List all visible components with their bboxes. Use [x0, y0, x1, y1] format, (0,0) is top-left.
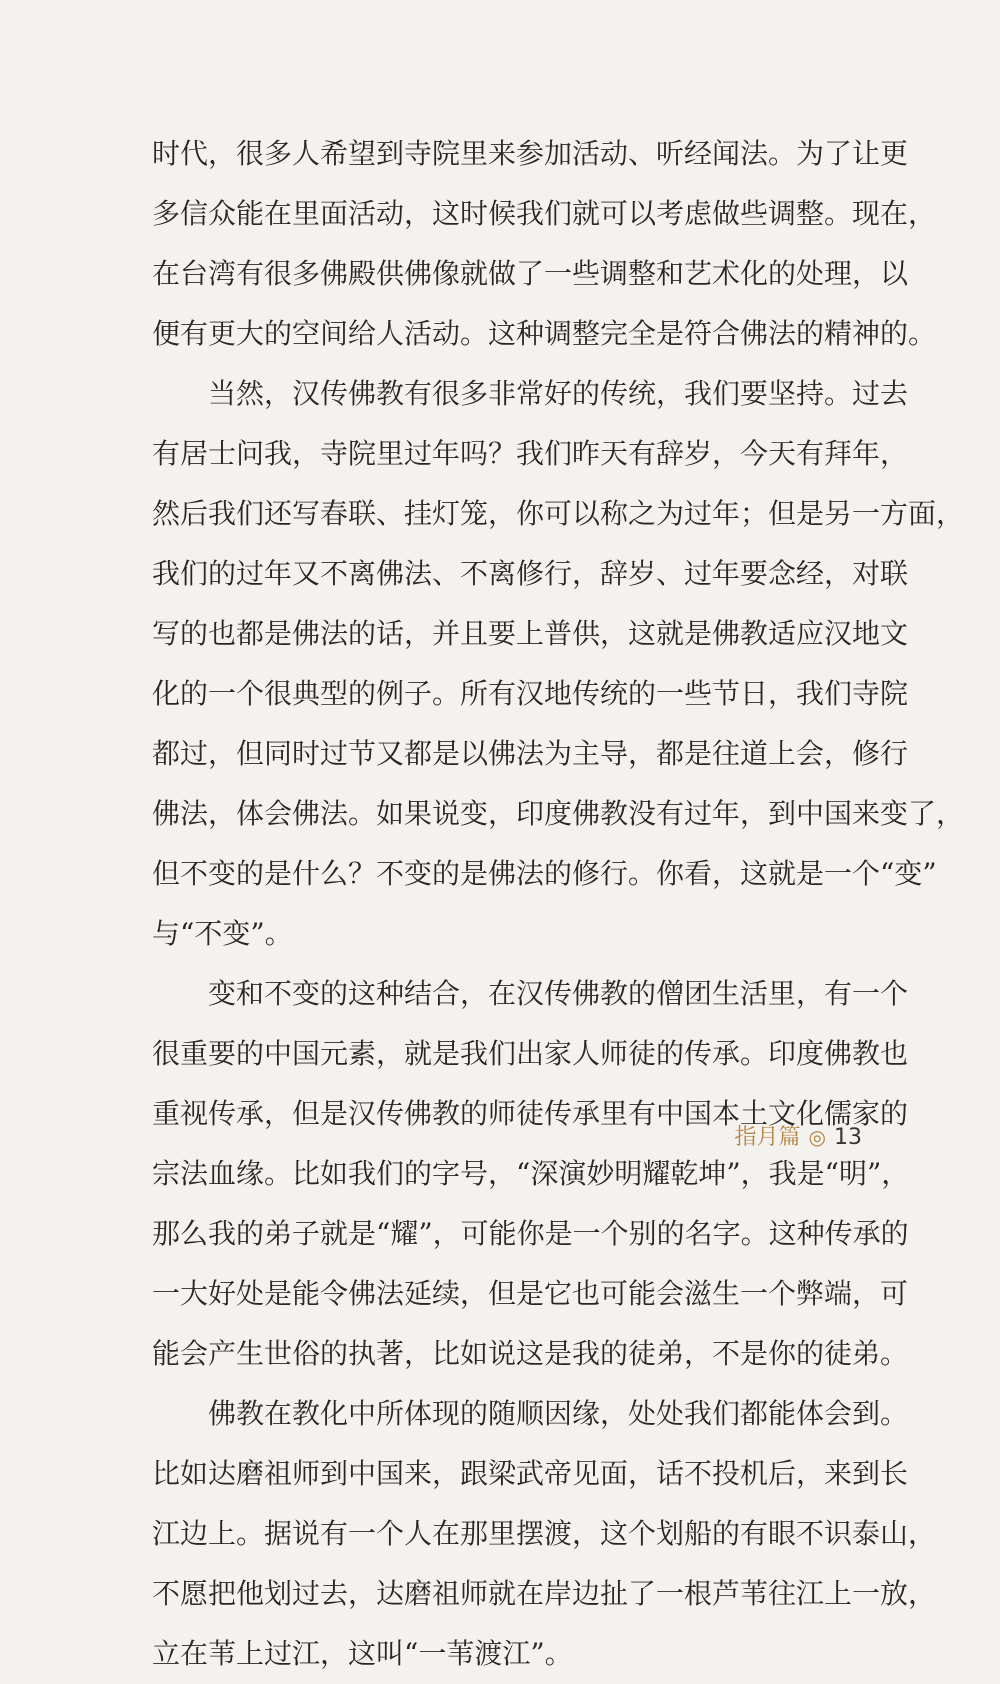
text-line: 江边上。据说有一个人在那里摆渡，这个划船的有眼不识泰山，	[152, 1517, 937, 1550]
text-line: 当然，汉传佛教有很多非常好的传统，我们要坚持。过去	[208, 377, 909, 410]
text-line: 变和不变的这种结合，在汉传佛教的僧团生活里，有一个	[208, 977, 909, 1010]
footer-separator-icon: ◎	[808, 1125, 826, 1149]
text-line: 有居士问我，寺院里过年吗？我们昨天有辞岁，今天有拜年，	[152, 437, 909, 470]
text-line: 比如达磨祖师到中国来，跟梁武帝见面，话不投机后，来到长	[152, 1457, 909, 1490]
text-line: 写的也都是佛法的话，并且要上普供，这就是佛教适应汉地文	[152, 617, 909, 650]
paragraph	[152, 964, 910, 1384]
paragraph	[152, 1384, 937, 1684]
text-line: 那么我的弟子就是“耀”，可能你是一个别的名字。这种传承的	[152, 1217, 909, 1250]
text-line: 不愿把他划过去，达磨祖师就在岸边扯了一根芦苇往江上一放，	[152, 1577, 937, 1610]
text-line: 然后我们还写春联、挂灯笼，你可以称之为过年；但是另一方面，	[152, 497, 965, 530]
text-line: 时代，很多人希望到寺院里来参加活动、听经闻法。为了让更	[152, 137, 909, 170]
page-number: 13	[834, 1125, 862, 1150]
text-line: 与“不变”。	[152, 917, 293, 950]
text-line: 化的一个很典型的例子。所有汉地传统的一些节日，我们寺院	[152, 677, 909, 710]
paragraph	[152, 364, 965, 964]
text-line: 佛教在教化中所体现的随顺因缘，处处我们都能体会到。	[208, 1397, 909, 1430]
text-line: 佛法，体会佛法。如果说变，印度佛教没有过年，到中国来变了，	[152, 797, 965, 830]
text-line: 宗法血缘。比如我们的字号，“深演妙明耀乾坤”，我是“明”，	[152, 1157, 910, 1190]
text-line: 在台湾有很多佛殿供佛像就做了一些调整和艺术化的处理，以	[152, 257, 909, 290]
page-footer	[735, 1117, 862, 1157]
paragraph	[152, 124, 937, 364]
text-line: 我们的过年又不离佛法、不离修行，辞岁、过年要念经，对联	[152, 557, 909, 590]
text-line: 多信众能在里面活动，这时候我们就可以考虑做些调整。现在，	[152, 197, 937, 230]
text-line: 一大好处是能令佛法延续，但是它也可能会滋生一个弊端，可	[152, 1277, 909, 1310]
text-line: 立在苇上过江，这叫“一苇渡江”。	[152, 1637, 573, 1670]
text-line: 能会产生世俗的执著，比如说这是我的徒弟，不是你的徒弟。	[152, 1337, 909, 1370]
body-text	[152, 124, 965, 1684]
text-line: 但不变的是什么？不变的是佛法的修行。你看，这就是一个“变”	[152, 857, 937, 890]
text-line: 很重要的中国元素，就是我们出家人师徒的传承。印度佛教也	[152, 1037, 909, 1070]
text-line: 便有更大的空间给人活动。这种调整完全是符合佛法的精神的。	[152, 317, 937, 350]
text-line: 重视传承，但是汉传佛教的师徒传承里有中国本土文化儒家的	[152, 1097, 909, 1130]
text-line: 都过，但同时过节又都是以佛法为主导，都是往道上会，修行	[152, 737, 909, 770]
section-title: 指月篇	[734, 1125, 801, 1150]
